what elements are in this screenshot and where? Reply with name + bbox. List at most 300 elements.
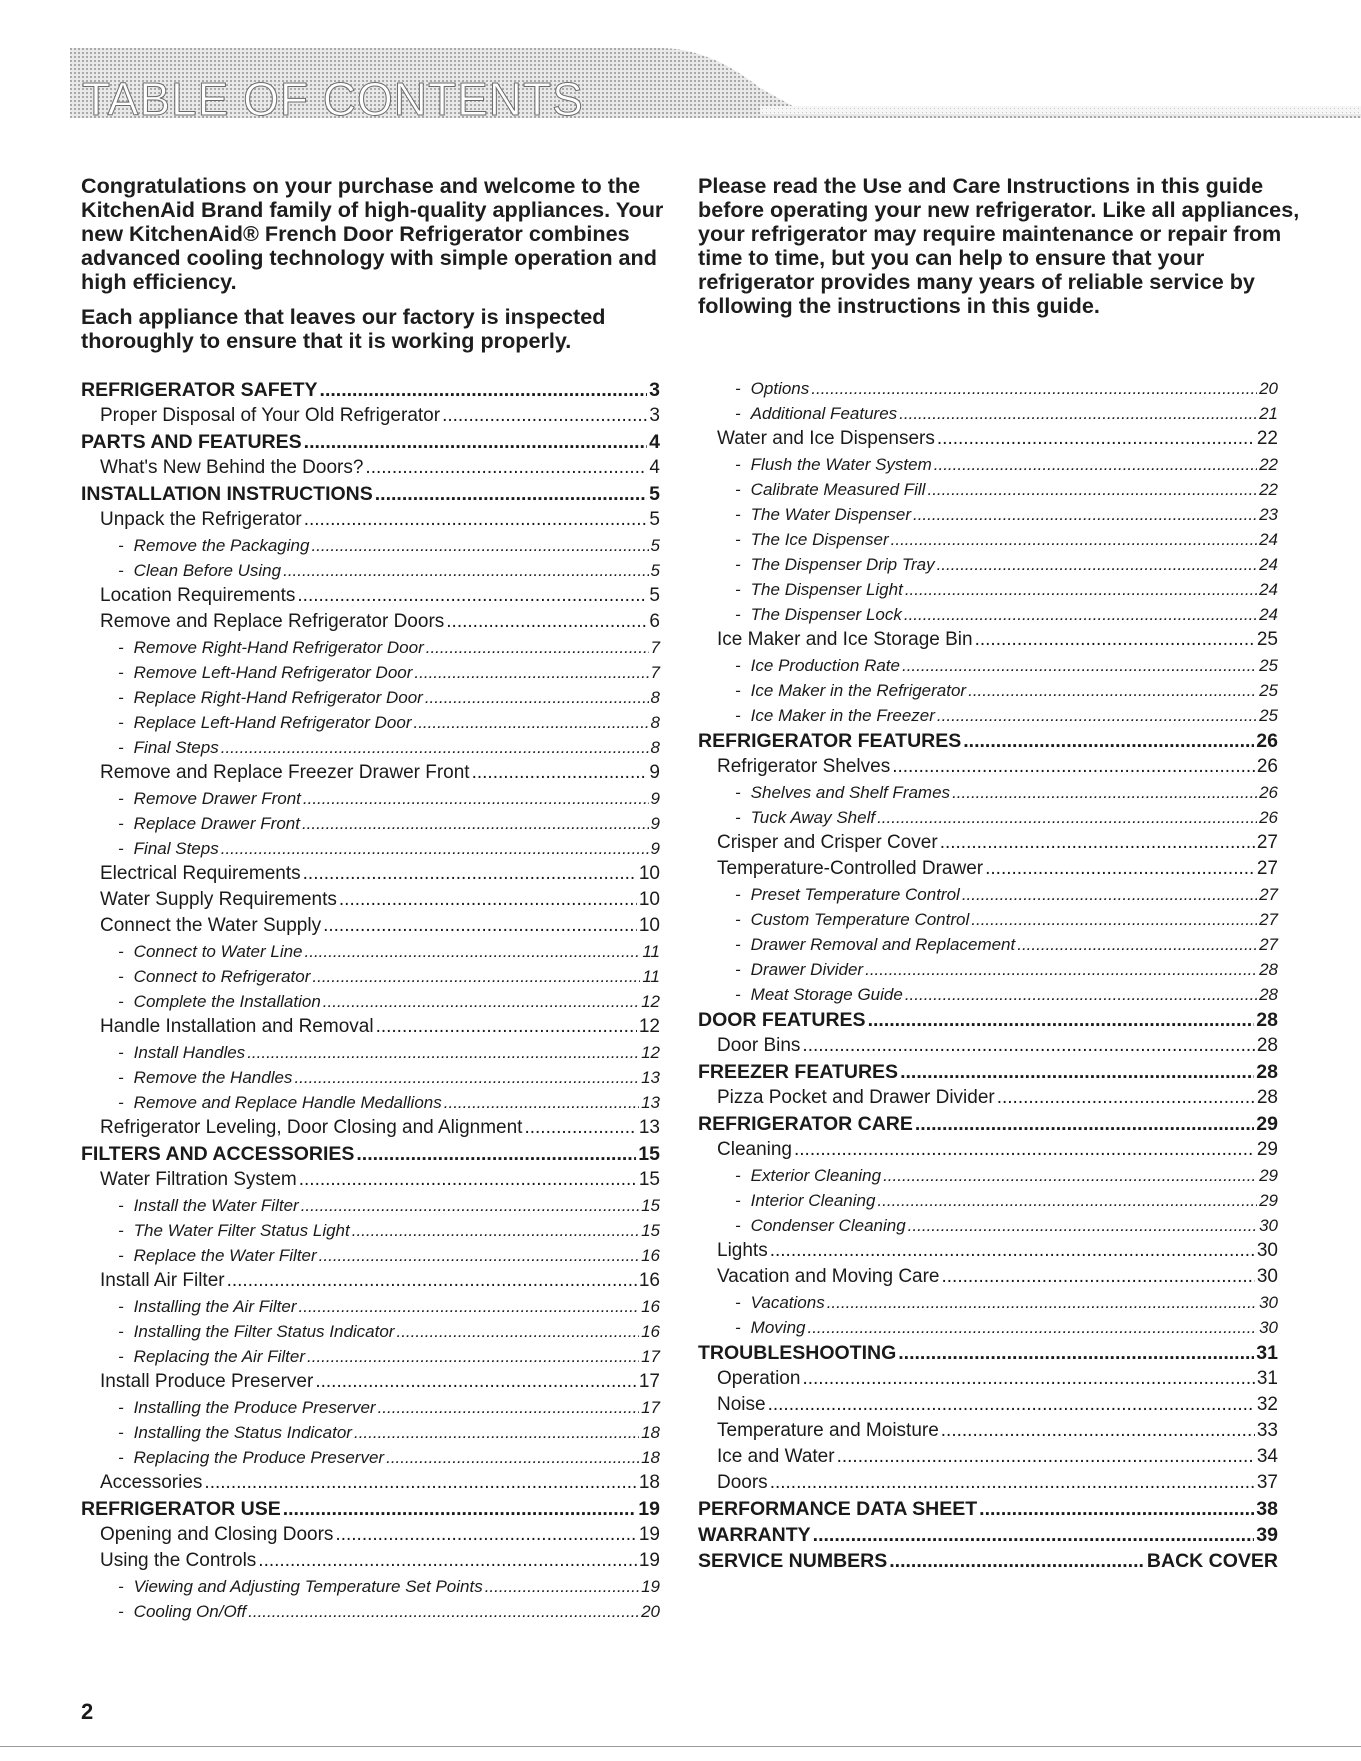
toc-subentry: [698, 703, 1278, 728]
toc-label: [118, 1065, 292, 1090]
toc-page-number: 16: [641, 1246, 660, 1265]
toc-page-number: 27: [1256, 832, 1278, 853]
dash-marker: -: [735, 605, 741, 624]
dot-leader: [304, 429, 647, 455]
toc-label: [81, 429, 302, 455]
toc-label-text: SERVICE NUMBERS: [698, 1550, 888, 1572]
dot-leader: [941, 1418, 1255, 1444]
toc-subentry: [698, 527, 1278, 552]
dash-marker: -: [118, 1196, 124, 1215]
toc-subentry: [81, 635, 660, 660]
dot-leader: [968, 678, 1257, 703]
toc-label: [735, 477, 925, 502]
toc-page-number: 12: [638, 1016, 660, 1037]
dash-marker: -: [735, 808, 741, 827]
toc-label: [717, 1444, 835, 1470]
toc-label: [118, 635, 424, 660]
toc-entry: [698, 1418, 1278, 1444]
toc-label-text: Temperature-Controlled Drawer: [717, 858, 984, 879]
toc-page-number: 24: [1259, 580, 1278, 599]
toc-page-number: 20: [1259, 379, 1278, 398]
toc-page-number: 29: [1259, 1191, 1278, 1210]
toc-label-text: Proper Disposal of Your Old Refrigerator: [100, 405, 441, 426]
intro-paragraph: Please read the Use and Care Instructions in this guide before operating your new refrigerator. Like all appliances, your refrigerator may require maintenance or repair from time to time, but you can help to ensure that your refrigerator provides many years of reliable service by following the instructions in this guide.: [698, 173, 1300, 318]
toc-page-number: 38: [1256, 1498, 1278, 1520]
dot-leader: [299, 1167, 637, 1193]
dot-leader: [303, 786, 649, 811]
toc-label-text: Replace Right-Hand Refrigerator Door: [133, 688, 423, 707]
toc-label-text: What's New Behind the Doors?: [100, 457, 364, 478]
toc-page-number: 26: [1259, 783, 1278, 802]
toc-label-text: Noise: [717, 1394, 766, 1415]
toc-page-number: 13: [638, 1117, 660, 1138]
toc-subentry: [698, 401, 1278, 426]
toc-label: [735, 1213, 906, 1238]
dot-leader: [908, 1213, 1257, 1238]
dot-leader: [963, 728, 1254, 754]
toc-label-text: REFRIGERATOR SAFETY: [81, 379, 318, 401]
toc-page-number: 25: [1259, 706, 1278, 725]
toc-page-number: 27: [1259, 935, 1278, 954]
toc-page-number: 16: [638, 1270, 660, 1291]
toc-page-number: 12: [641, 1043, 660, 1062]
toc-label-text: Remove Left-Hand Refrigerator Door: [133, 663, 413, 682]
toc-entry: [81, 760, 660, 786]
toc-section: [698, 1007, 1278, 1033]
toc-label: [735, 1290, 825, 1315]
toc-page-number: BACK COVER: [1146, 1550, 1278, 1572]
toc-label: [717, 627, 973, 653]
toc-label-text: Meat Storage Guide: [750, 985, 903, 1004]
dash-marker: -: [118, 1297, 124, 1316]
toc-page-number: 27: [1259, 885, 1278, 904]
dot-leader: [446, 609, 647, 635]
toc-page-number: 10: [638, 915, 660, 936]
toc-entry: [698, 627, 1278, 653]
dash-marker: -: [118, 1093, 124, 1112]
toc-page-number: 29: [1256, 1113, 1278, 1135]
toc-label-text: Moving: [750, 1318, 806, 1337]
toc-label: [81, 1496, 281, 1522]
toc-subentry: [81, 1218, 660, 1243]
toc-label: [100, 1268, 225, 1294]
toc-entry: [81, 455, 660, 481]
toc-entry: [81, 1014, 660, 1040]
toc-label-text: Opening and Closing Doors: [100, 1524, 334, 1545]
toc-entry: [81, 1167, 660, 1193]
toc-label-text: The Dispenser Light: [750, 580, 903, 599]
toc-label: [735, 703, 935, 728]
toc-label: [717, 830, 938, 856]
toc-label: [100, 1115, 522, 1141]
dot-leader: [311, 533, 648, 558]
toc-label-text: Ice Maker in the Refrigerator: [750, 681, 967, 700]
toc-label-text: PARTS AND FEATURES: [81, 431, 302, 453]
toc-label-text: Install Air Filter: [100, 1270, 225, 1291]
dot-leader: [913, 502, 1257, 527]
dash-marker: -: [735, 985, 741, 1004]
toc-label-text: The Ice Dispenser: [750, 530, 889, 549]
toc-entry: [698, 1238, 1278, 1264]
toc-label: [735, 653, 900, 678]
toc-entry: [698, 1085, 1278, 1111]
toc-entry: [81, 609, 660, 635]
toc-subentry: [81, 836, 660, 861]
toc-label-text: Replacing the Produce Preserver: [133, 1448, 385, 1467]
dot-leader: [319, 1243, 639, 1268]
toc-subentry: [81, 1040, 660, 1065]
toc-page-number: 28: [1256, 1035, 1278, 1056]
toc-page-number: 5: [650, 536, 660, 555]
dash-marker: -: [735, 910, 741, 929]
toc-page-number: 22: [1256, 428, 1278, 449]
page-title: TABLE OF CONTENTS: [82, 73, 584, 125]
toc-label: [118, 1420, 352, 1445]
toc-label-text: Install Handles: [133, 1043, 246, 1062]
toc-entry: [81, 1548, 660, 1574]
dot-leader: [898, 1340, 1254, 1366]
intro-right: [698, 174, 1318, 329]
toc-label-text: Electrical Requirements: [100, 863, 301, 884]
toc-label: [735, 957, 863, 982]
toc-label: [735, 780, 950, 805]
toc-label: [118, 1344, 305, 1369]
dash-marker: -: [735, 1318, 741, 1337]
dot-leader: [339, 887, 637, 913]
toc-page-number: 15: [641, 1221, 660, 1240]
toc-label: [735, 602, 902, 627]
dot-leader: [807, 1315, 1257, 1340]
toc-label: [735, 577, 903, 602]
toc-subentry: [81, 939, 660, 964]
dot-leader: [770, 1238, 1255, 1264]
toc-label-text: Drawer Removal and Replacement: [750, 935, 1016, 954]
dot-leader: [891, 527, 1257, 552]
dot-leader: [323, 989, 639, 1014]
dot-leader: [940, 830, 1255, 856]
toc-entry: [81, 1369, 660, 1395]
toc-label-text: Install Produce Preserver: [100, 1371, 314, 1392]
toc-label-text: Refrigerator Leveling, Door Closing and Alignment: [100, 1117, 523, 1138]
toc-page-number: 16: [641, 1322, 660, 1341]
toc-page-number: 9: [650, 814, 660, 833]
toc-label: [735, 527, 889, 552]
dot-leader: [305, 939, 641, 964]
toc-label: [717, 1085, 995, 1111]
toc-page-number: 20: [641, 1602, 660, 1621]
toc-label-text: Replace Left-Hand Refrigerator Door: [133, 713, 412, 732]
dot-leader: [204, 1470, 636, 1496]
toc-label: [735, 552, 935, 577]
toc-label: [698, 1340, 896, 1366]
toc-label: [118, 786, 301, 811]
dot-leader: [413, 710, 648, 735]
toc-label: [100, 1369, 313, 1395]
toc-subentry: [698, 452, 1278, 477]
toc-subentry: [698, 552, 1278, 577]
toc-label-text: Final Steps: [133, 738, 219, 757]
dot-leader: [883, 1163, 1257, 1188]
toc-section: [698, 1111, 1278, 1137]
toc-label: [118, 989, 321, 1014]
toc-entry: [698, 1444, 1278, 1470]
dot-leader: [425, 685, 649, 710]
toc-page-number: 29: [1256, 1139, 1278, 1160]
toc-label: [735, 1163, 881, 1188]
dot-leader: [302, 811, 649, 836]
toc-subentry: [698, 907, 1278, 932]
toc-label: [717, 1392, 766, 1418]
toc-page-number: 28: [1259, 985, 1278, 1004]
toc-label: [100, 760, 470, 786]
toc-entry: [81, 583, 660, 609]
toc-label: [118, 558, 281, 583]
toc-label-text: REFRIGERATOR FEATURES: [698, 730, 962, 752]
dot-leader: [900, 1059, 1254, 1085]
toc-label: [118, 811, 300, 836]
dot-leader: [221, 735, 649, 760]
toc-label: [698, 728, 961, 754]
dot-leader: [794, 1137, 1255, 1163]
toc-label-text: Vacation and Moving Care: [717, 1266, 940, 1287]
toc-subentry: [81, 786, 660, 811]
dash-marker: -: [735, 706, 741, 725]
toc-label-text: Complete the Installation: [133, 992, 321, 1011]
toc-entry: [81, 887, 660, 913]
dash-marker: -: [735, 1216, 741, 1235]
dot-leader: [1017, 932, 1257, 957]
toc-section: [698, 1548, 1278, 1574]
toc-page-number: 34: [1256, 1446, 1278, 1467]
toc-label: [118, 533, 309, 558]
dot-leader: [307, 1344, 639, 1369]
toc-page-number: 28: [1256, 1061, 1278, 1083]
dot-leader: [877, 1188, 1257, 1213]
toc-label-text: Accessories: [100, 1472, 203, 1493]
toc-subentry: [81, 1599, 660, 1624]
toc-page-number: 11: [642, 967, 660, 986]
dash-marker: -: [118, 1246, 124, 1265]
toc-label: [735, 907, 969, 932]
toc-label-text: Replace the Water Filter: [133, 1246, 317, 1265]
toc-page-number: 28: [1259, 960, 1278, 979]
dot-leader: [426, 635, 649, 660]
toc-page-number: 19: [641, 1577, 660, 1596]
toc-label-text: Crisper and Crisper Cover: [717, 832, 938, 853]
toc-label: [118, 1040, 245, 1065]
toc-section: [81, 377, 660, 403]
toc-entry: [698, 856, 1278, 882]
toc-page-number: 7: [650, 638, 660, 657]
toc-page-number: 32: [1256, 1394, 1278, 1415]
toc-page-number: 31: [1256, 1342, 1278, 1364]
dot-leader: [905, 577, 1257, 602]
toc-label-text: Remove the Handles: [133, 1068, 293, 1087]
toc-label-text: Additional Features: [750, 404, 898, 423]
dot-leader: [356, 1141, 636, 1167]
toc-label-text: The Dispenser Lock: [750, 605, 902, 624]
toc-label: [118, 1574, 483, 1599]
toc-label-text: Remove and Replace Handle Medallions: [133, 1093, 442, 1112]
toc-label-text: The Dispenser Drip Tray: [750, 555, 935, 574]
dot-leader: [320, 377, 648, 403]
toc-label-text: Pizza Pocket and Drawer Divider: [717, 1087, 995, 1108]
toc-label-text: Cooling On/Off: [133, 1602, 247, 1621]
toc-label-text: Remove and Replace Refrigerator Doors: [100, 611, 445, 632]
dot-leader: [444, 1090, 639, 1115]
dot-leader: [971, 907, 1257, 932]
toc-subentry: [81, 1065, 660, 1090]
toc-label-text: TROUBLESHOOTING: [698, 1342, 897, 1364]
toc-label: [717, 1238, 768, 1264]
dash-marker: -: [118, 738, 124, 757]
toc-subentry: [698, 882, 1278, 907]
toc-label-text: FILTERS AND ACCESSORIES: [81, 1143, 355, 1165]
toc-entry: [698, 1366, 1278, 1392]
toc-section: [698, 1059, 1278, 1085]
toc-subentry: [81, 533, 660, 558]
dot-leader: [892, 754, 1255, 780]
toc-label-text: The Water Filter Status Light: [133, 1221, 350, 1240]
dot-leader: [301, 1193, 639, 1218]
dash-marker: -: [118, 839, 124, 858]
toc-section: [81, 1141, 660, 1167]
toc-label-text: Cleaning: [717, 1139, 792, 1160]
toc-label: [735, 376, 809, 401]
toc-subentry: [698, 653, 1278, 678]
dash-marker: -: [118, 713, 124, 732]
toc-subentry: [81, 811, 660, 836]
toc-entry: [81, 1115, 660, 1141]
dash-marker: -: [735, 455, 741, 474]
toc-label-text: Door Bins: [717, 1035, 801, 1056]
dot-leader: [811, 376, 1257, 401]
toc-label: [100, 1548, 256, 1574]
toc-label-text: Unpack the Refrigerator: [100, 509, 302, 530]
toc-page-number: 27: [1256, 858, 1278, 879]
toc-section: [698, 1522, 1278, 1548]
dot-leader: [827, 1290, 1257, 1315]
dash-marker: -: [118, 814, 124, 833]
toc-label: [698, 1059, 898, 1085]
toc-label: [100, 1522, 333, 1548]
toc-section: [81, 481, 660, 507]
dot-leader: [868, 1007, 1255, 1033]
toc-label-text: The Water Dispenser: [750, 505, 911, 524]
toc-label: [118, 660, 412, 685]
toc-label-text: Vacations: [750, 1293, 825, 1312]
toc-page-number: 8: [650, 688, 660, 707]
toc-label: [698, 1007, 866, 1033]
toc-label-text: Clean Before Using: [133, 561, 282, 580]
toc-label: [100, 861, 301, 887]
toc-page-number: 26: [1259, 808, 1278, 827]
toc-label-text: Custom Temperature Control: [750, 910, 970, 929]
toc-label: [118, 836, 219, 861]
header-banner: [70, 48, 1361, 125]
dot-leader: [294, 1065, 639, 1090]
toc-label-text: Water and Ice Dispensers: [717, 428, 935, 449]
dash-marker: -: [118, 1221, 124, 1240]
toc-page-number: 19: [638, 1524, 660, 1545]
toc-label: [81, 1141, 354, 1167]
dot-leader: [299, 1294, 640, 1319]
toc-label: [735, 452, 932, 477]
dot-leader: [813, 1522, 1255, 1548]
toc-label-text: Doors: [717, 1472, 768, 1493]
toc-label: [735, 502, 911, 527]
toc-label: [100, 1470, 202, 1496]
toc-label-text: Shelves and Shelf Frames: [750, 783, 951, 802]
toc-subentry: [698, 780, 1278, 805]
dash-marker: -: [118, 1347, 124, 1366]
dot-leader: [258, 1548, 637, 1574]
toc-subentry: [81, 1243, 660, 1268]
toc-page-number: 21: [1259, 404, 1278, 423]
toc-page-number: 30: [1259, 1318, 1278, 1337]
toc-page-number: 15: [638, 1169, 660, 1190]
dot-leader: [354, 1420, 639, 1445]
toc-label: [717, 426, 935, 452]
dash-marker: -: [118, 561, 124, 580]
toc-entry: [81, 507, 660, 533]
toc-page-number: 30: [1256, 1240, 1278, 1261]
toc-label-text: Connect the Water Supply: [100, 915, 322, 936]
dot-leader: [952, 780, 1257, 805]
dot-leader: [396, 1319, 639, 1344]
dot-leader: [905, 982, 1257, 1007]
toc-entry: [81, 1268, 660, 1294]
toc-label-text: Refrigerator Shelves: [717, 756, 891, 777]
dot-leader: [283, 1496, 637, 1522]
toc-page-number: 26: [1256, 756, 1278, 777]
dot-leader: [902, 653, 1257, 678]
toc-label-text: Operation: [717, 1368, 801, 1389]
toc-subentry: [698, 577, 1278, 602]
toc-page-number: 5: [649, 585, 660, 606]
dot-leader: [915, 1111, 1254, 1137]
toc-subentry: [698, 1213, 1278, 1238]
toc-page-number: 24: [1259, 530, 1278, 549]
toc-page-number: 10: [638, 889, 660, 910]
toc-label: [698, 1548, 887, 1574]
toc-label: [735, 1188, 875, 1213]
dot-leader: [386, 1445, 639, 1470]
toc-label-text: Preset Temperature Control: [750, 885, 960, 904]
toc-subentry: [81, 735, 660, 760]
toc-label-text: Remove and Replace Freezer Drawer Front: [100, 762, 470, 783]
toc-entry: [698, 426, 1278, 452]
toc-subentry: [698, 1163, 1278, 1188]
toc-subentry: [81, 1445, 660, 1470]
dot-leader: [802, 1033, 1254, 1059]
toc-label-text: Remove Right-Hand Refrigerator Door: [133, 638, 424, 657]
toc-label: [717, 754, 890, 780]
dot-leader: [975, 627, 1255, 653]
toc-entry: [698, 754, 1278, 780]
dash-marker: -: [118, 1448, 124, 1467]
toc-page-number: 13: [641, 1093, 660, 1112]
dash-marker: -: [118, 992, 124, 1011]
toc-label-text: Connect to Refrigerator: [133, 967, 311, 986]
toc-label: [735, 1315, 805, 1340]
dash-marker: -: [735, 404, 741, 423]
toc-label: [118, 1243, 317, 1268]
dash-marker: -: [118, 1577, 124, 1596]
toc-page-number: 5: [649, 483, 660, 505]
toc-section: [698, 728, 1278, 754]
dot-leader: [472, 760, 648, 786]
